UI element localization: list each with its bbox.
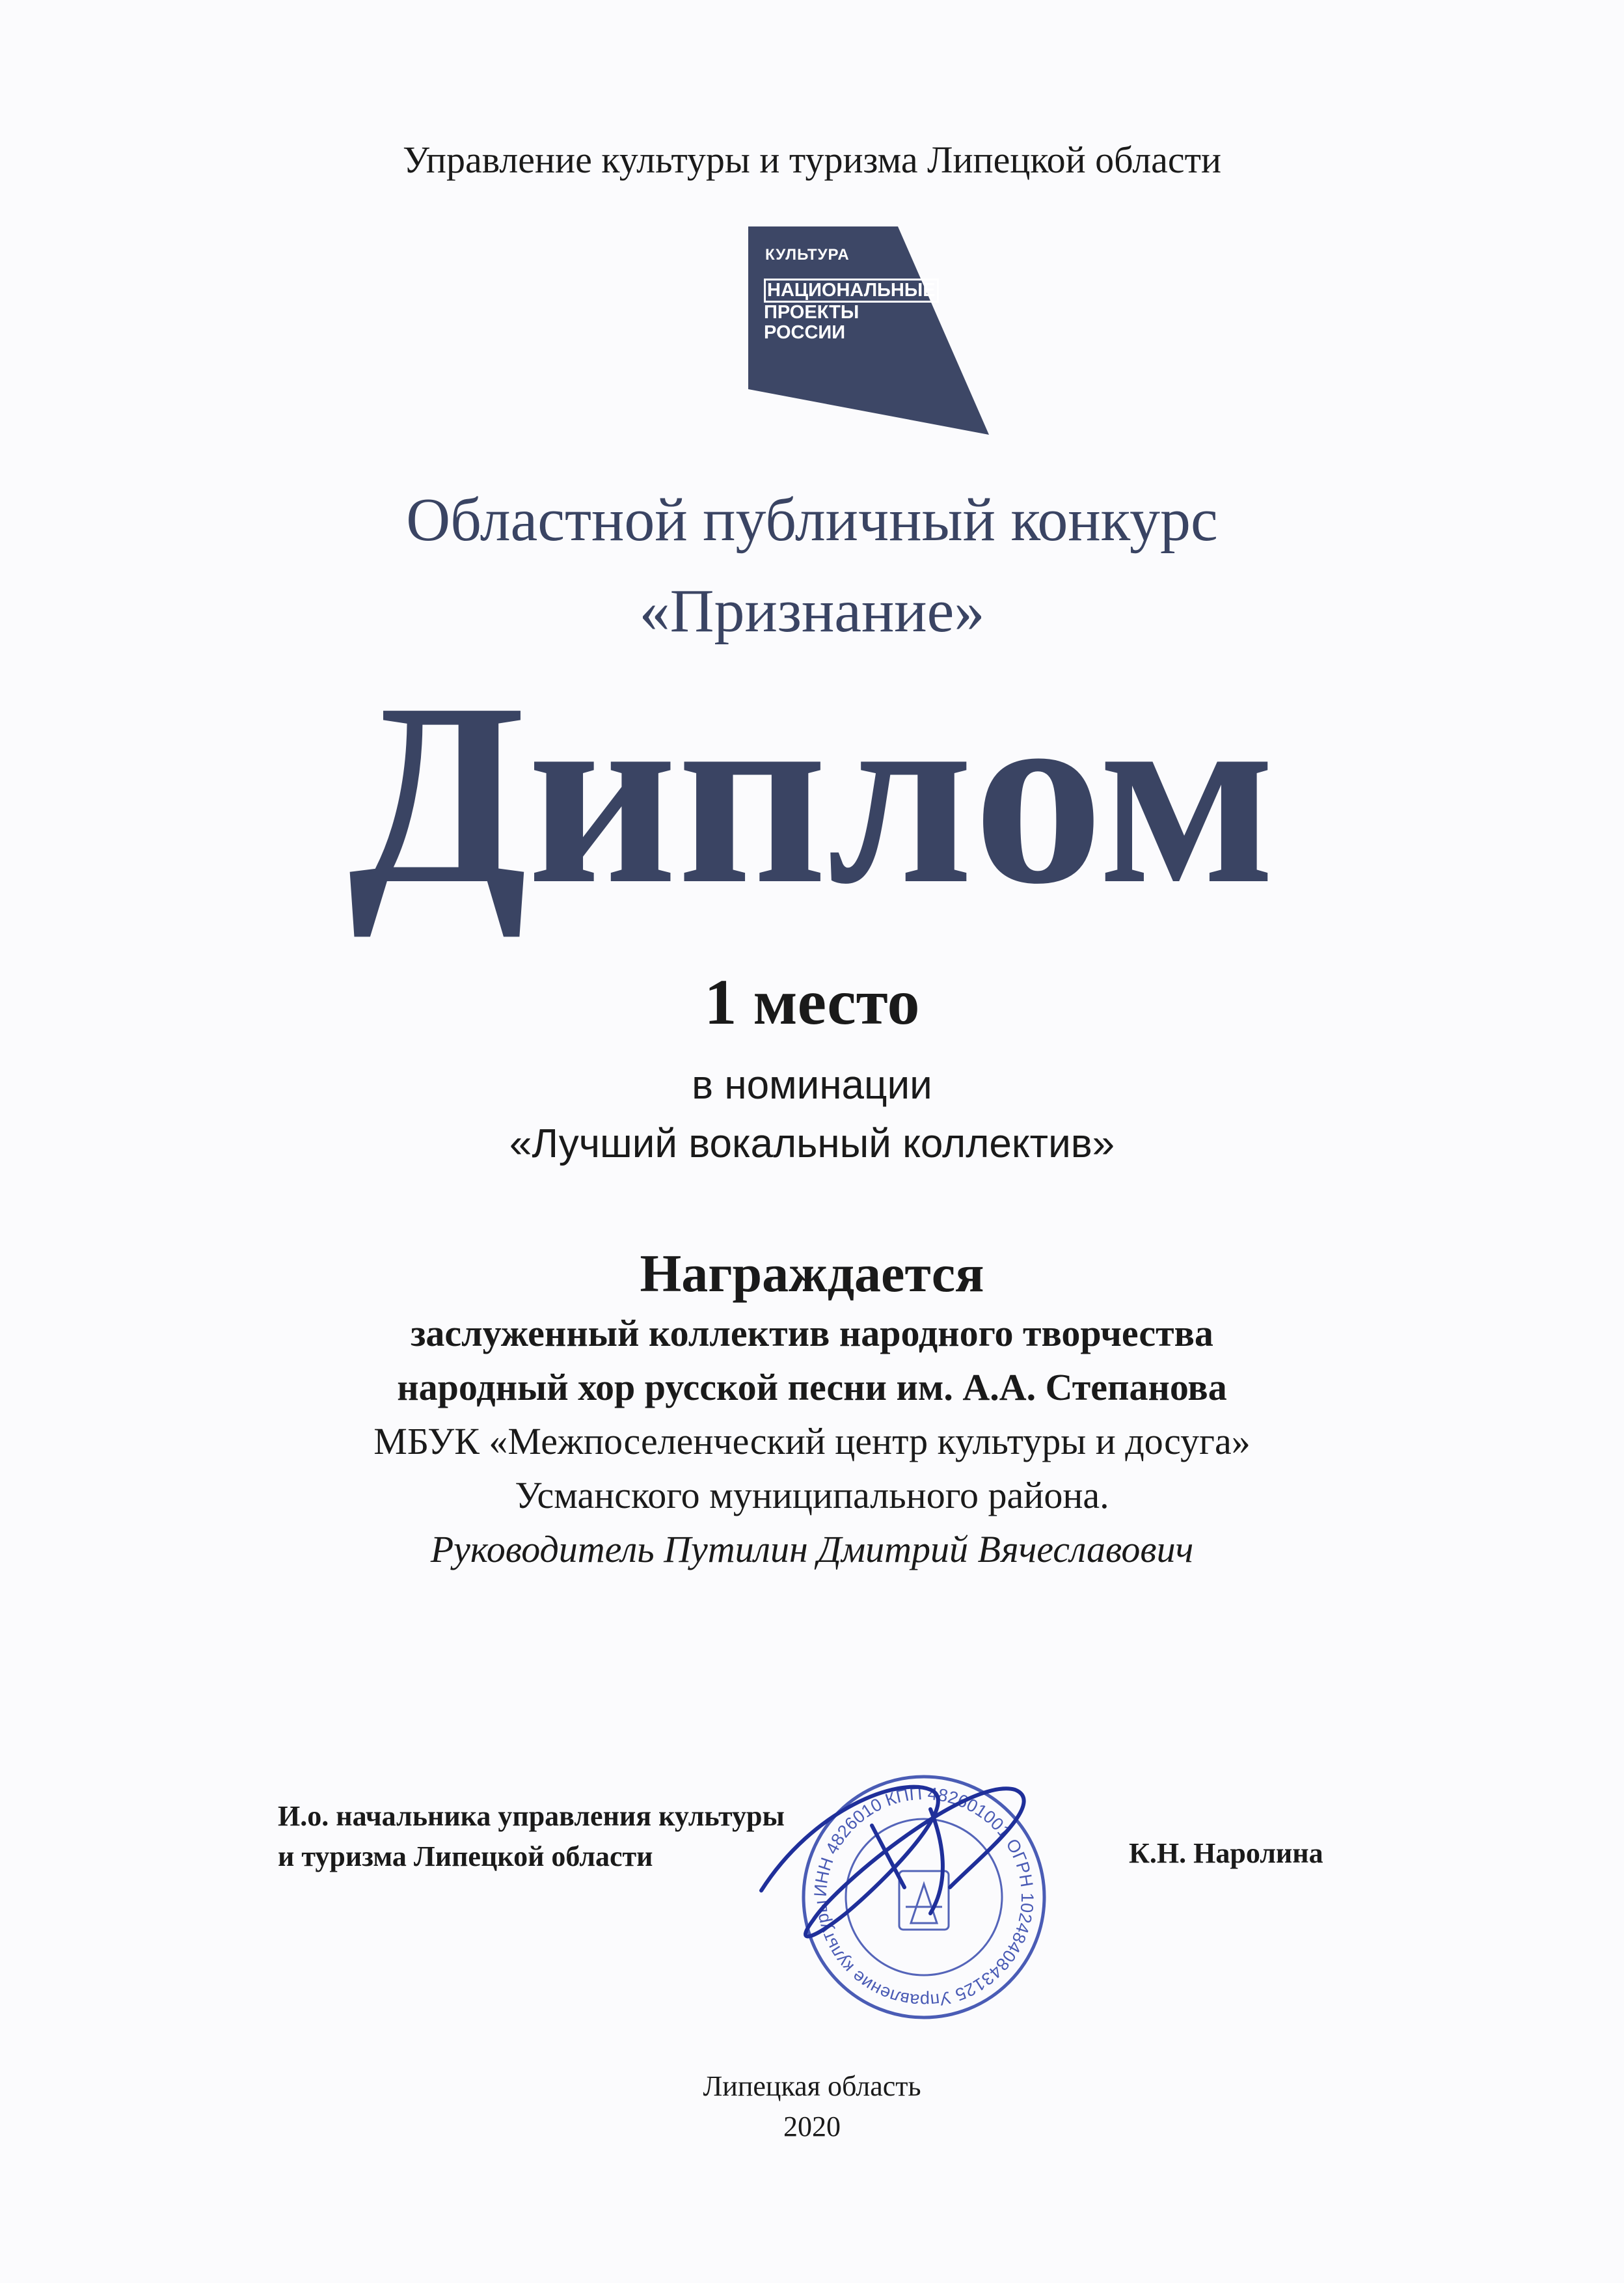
diploma-title: Диплом — [348, 649, 1276, 938]
stamp-graphic — [735, 1751, 1100, 2024]
logo-text-line2: НАЦИОНАЛЬНЫЕ — [764, 279, 939, 303]
national-projects-logo — [748, 226, 995, 435]
signer-title-line-1: И.о. начальника управления культуры — [278, 1800, 785, 1832]
leader-line: Руководитель Путилин Дмитрий Вячеславович — [430, 1528, 1194, 1570]
logo-text-national-projects — [764, 279, 936, 343]
logo-text-line3: ПРОЕКТЫ — [764, 302, 859, 323]
logo-text-culture: КУЛЬТУРА — [765, 246, 850, 264]
recipient-line-4: Усманского муниципального района. — [515, 1474, 1109, 1516]
signer-title — [278, 1796, 785, 1877]
stamp-ring-text: ИНН 4826010 КПП 482601001 ОГРН 1024840843125 Управление культуры — [810, 1783, 1038, 2011]
organization-header: Управление культуры и туризма Липецкой области — [402, 139, 1222, 181]
recipient-line-2: народный хор русской песни им. А.А. Степанова — [397, 1366, 1227, 1408]
footer-place: Липецкая область — [703, 2070, 921, 2102]
place-award: 1 место — [704, 966, 920, 1038]
footer-year: 2020 — [783, 2111, 841, 2142]
official-stamp — [735, 1751, 1100, 2024]
contest-name: «Признание» — [639, 577, 985, 645]
signer-name: К.Н. Наролина — [1129, 1837, 1323, 1869]
signer-title-line-2: и туризма Липецкой области — [278, 1840, 653, 1872]
recipient-line-1: заслуженный коллектив народного творчества — [411, 1312, 1213, 1354]
awarded-heading: Награждается — [640, 1244, 984, 1303]
logo-text-line4: РОССИИ — [764, 322, 846, 343]
nomination-name: «Лучший вокальный коллектив» — [509, 1121, 1115, 1166]
recipient-line-3: МБУК «Межпоселенческий центр культуры и досуга» — [373, 1420, 1251, 1462]
contest-title: Областной публичный конкурс — [406, 486, 1218, 554]
nomination-label: в номинации — [692, 1063, 932, 1108]
